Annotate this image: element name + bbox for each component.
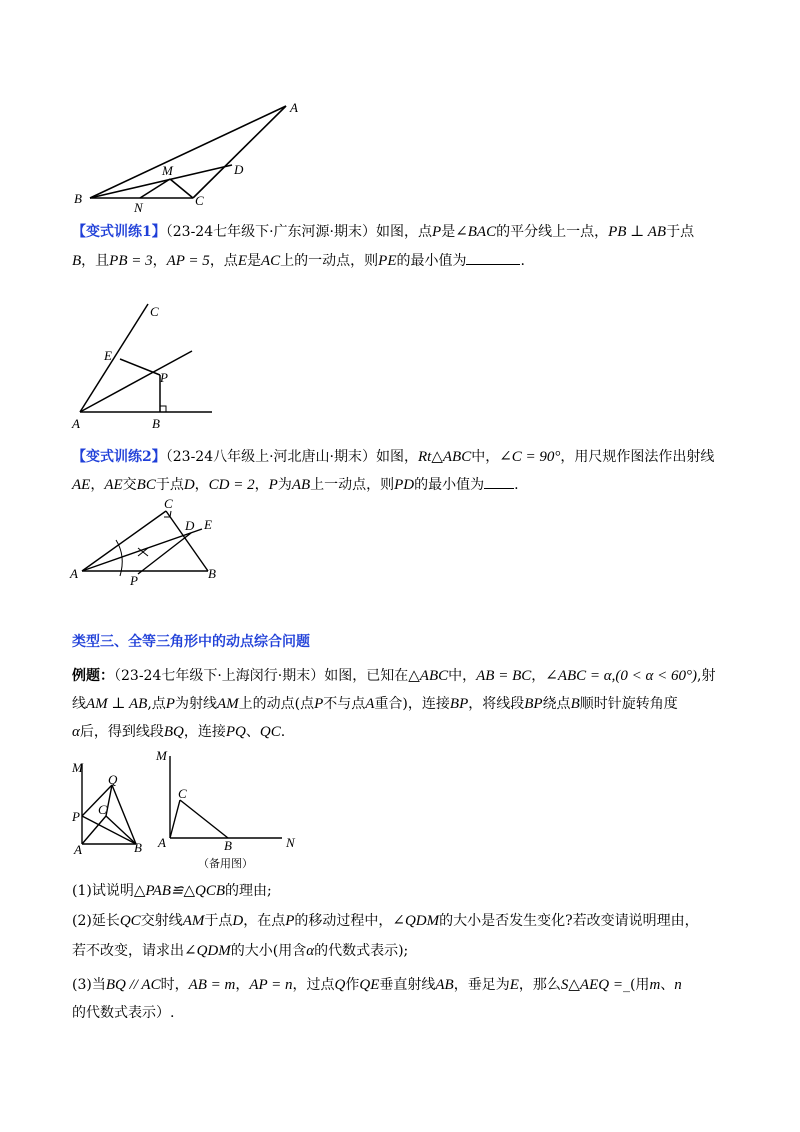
variant-1-line-2: B，且PB = 3，AP = 5，点E是AC上的一动点，则PE的最小值为 . [72, 250, 752, 271]
variant-1-tag: 【变式训练1】 [72, 224, 166, 240]
example-label: 例题： [72, 668, 114, 684]
backup-figure-caption: （备用图） [198, 857, 253, 870]
question-1: (1)试说明△PAB≌△QCB的理由; [72, 883, 272, 899]
label-d: D [185, 518, 195, 533]
segment-ac [82, 816, 106, 844]
label-a: A [158, 835, 166, 850]
label-c: C [164, 496, 173, 511]
label-d: D [234, 162, 244, 177]
label-b: B [208, 566, 216, 581]
question-2-line-1: (2)延长QC交射线AM于点D，在点P的移动过程中，∠QDM的大小是否发生变化?若改变请说明理由， [72, 913, 699, 929]
label-c: C [150, 304, 159, 319]
variant-2-line-2: AE，AE交BC于点D，CD = 2，P为AB上一动点，则PD的最小值为 . [72, 474, 752, 495]
ray-ac [80, 304, 148, 412]
label-p: P [130, 573, 138, 588]
label-c: C [98, 802, 107, 817]
question-3-line-2: 的代数式表示）. [72, 1005, 175, 1021]
label-m: M [162, 163, 173, 178]
label-c: C [195, 193, 204, 208]
label-a: A [70, 566, 78, 581]
label-b: B [152, 416, 160, 431]
figure-1-triangle [70, 95, 310, 215]
answer-blank-1 [466, 250, 520, 265]
segment-ac [170, 800, 180, 838]
label-n: N [286, 835, 295, 850]
question-2-line-2: 若不改变，请求出∠QDM的大小(用含α的代数式表示); [72, 943, 409, 959]
example-line-2: 线AM ⊥ AB,点P为射线AM上的动点(点P不与点A重合)，连接BP，将线段BP绕点B顺时针旋转角度 [72, 696, 678, 712]
label-m: M [156, 748, 167, 763]
label-a: A [74, 842, 82, 856]
segment-nm [140, 179, 170, 198]
label-a: A [290, 100, 298, 115]
label-b: B [74, 191, 82, 206]
label-b: B [134, 840, 142, 855]
label-p: P [72, 809, 80, 824]
section-heading: 类型三、全等三角形中的动点综合问题 [72, 634, 310, 650]
segment-ba [90, 106, 286, 198]
label-n: N [134, 200, 143, 215]
segment-pb [82, 816, 136, 844]
label-b: B [224, 838, 232, 853]
example-line-1: 例题：（23-24七年级下·上海闵行·期末）如图，已知在△ABC中，AB = BC，∠ABC = α,(0 < α < 60°),射 [72, 668, 716, 684]
variant-2-tag: 【变式训练2】 [72, 449, 166, 465]
bisector-ray [80, 351, 192, 412]
segment-pd [138, 533, 191, 574]
label-m: M [72, 760, 83, 775]
label-e: E [104, 348, 112, 363]
figure-2-angle-bisector [68, 298, 228, 433]
segment-qb [112, 785, 136, 844]
figure-5-backup [148, 746, 308, 872]
variant-1-line-1: 【变式训练1】（23-24七年级下·广东河源·期末）如图，点P是∠BAC的平分线上一点，PB ⊥ AB于点 [72, 224, 695, 240]
variant-2-line-1: 【变式训练2】（23-24八年级上·河北唐山·期末）如图，Rt△ABC中，∠C = 90°，用尺规作图法作出射线 [72, 449, 715, 465]
question-3-line-1: (3)当BQ // AC时，AB = m，AP = n，过点Q作QE垂直射线AB，垂足为E，那么S△AEQ =_(用m、n [72, 977, 682, 993]
label-e: E [204, 517, 212, 532]
ray-ae [82, 529, 202, 571]
right-angle-mark [160, 406, 166, 412]
label-q: Q [108, 772, 118, 787]
segment-mc [170, 179, 193, 198]
figure-4-rotation [68, 756, 158, 856]
segment-pe [120, 359, 160, 375]
segment-cb [180, 800, 228, 838]
example-line-3: α后，得到线段BQ，连接PQ、QC. [72, 724, 286, 740]
label-c: C [178, 786, 187, 801]
answer-blank-2 [484, 474, 514, 489]
figure-3-compass-construction [68, 496, 228, 588]
label-a: A [72, 416, 80, 431]
label-p: P [160, 370, 168, 385]
segment-ac [193, 106, 286, 198]
